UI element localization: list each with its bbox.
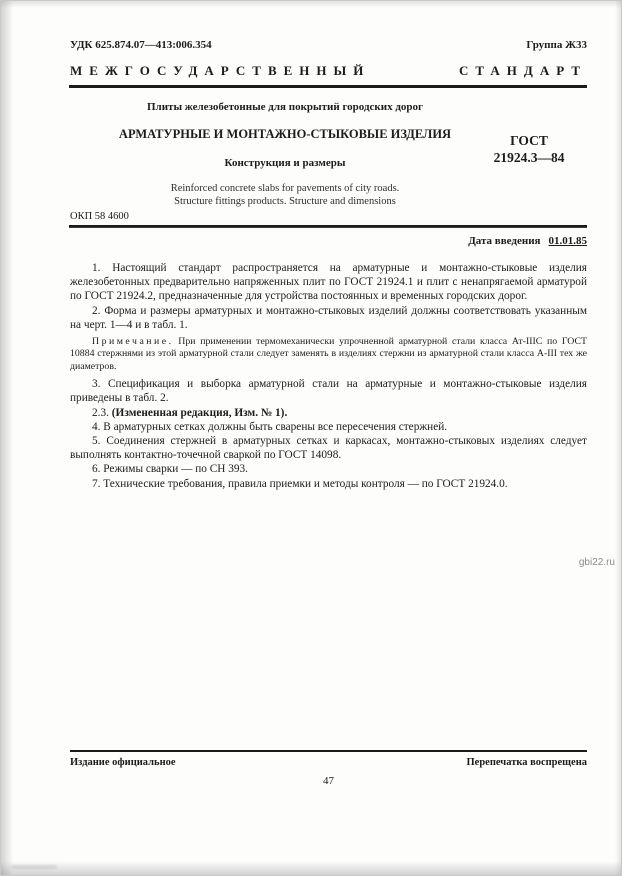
header-rule <box>69 85 587 88</box>
english-title <box>70 182 500 208</box>
group-code: Группа Ж33 <box>526 39 587 51</box>
site-watermark: gbi22.ru <box>578 557 615 568</box>
reprint-prohibited-label: Перепечатка воспрещена <box>466 757 587 768</box>
scan-edge-top <box>1 1 621 8</box>
page-footer <box>70 750 587 787</box>
document-subject: Плиты железобетонные для покрытий городских дорог <box>146 101 424 113</box>
udk-group-row <box>70 39 587 51</box>
gost-designation <box>471 132 587 166</box>
paragraph-3: 3. Спецификация и выборка арматурной стали на арматурные и монтажно-стыковые изделия приведены в табл. 2. <box>70 378 587 405</box>
paragraph-5: 5. Соединения стержней в арматурных сетках и каркасах, монтажно-стыковых изделиях следует выполнять контактно-точечной сваркой по ГОСТ 14098. <box>70 435 587 462</box>
introduction-date <box>70 235 587 247</box>
document-title: АРМАТУРНЫЕ И МОНТАЖНО-СТЫКОВЫЕ ИЗДЕЛИЯ <box>118 127 452 141</box>
paragraph-4: 4. В арматурных сетках должны быть сварены все пересечения стержней. <box>92 420 448 433</box>
okp-rule <box>69 225 587 228</box>
udk-code: УДК 625.874.07—413:006.354 <box>70 39 212 51</box>
scan-edge-right <box>615 1 621 875</box>
scan-edge-bottom <box>1 861 621 875</box>
gost-number: 21924.3—84 <box>493 150 565 165</box>
paragraph-1: 1. Настоящий стандарт распространяется на арматурные и монтажно-стыковые изделия железобетонных предварительно напряженных плит по ГОСТ 21924.1 и плит с ненапрягаемой арматурой по ГОСТ 21924.2, предназначенные для устройства постоянных и временных городских дорог. <box>70 262 587 303</box>
paragraph-2-3-number: 2.3. <box>92 406 112 419</box>
date-label: Дата введения <box>468 235 541 247</box>
standard-word-1: МЕЖГОСУДАРСТВЕННЫЙ <box>70 63 371 78</box>
standard-type-heading <box>70 63 587 79</box>
date-value: 01.01.85 <box>548 235 587 247</box>
standard-word-2: СТАНДАРТ <box>458 63 587 78</box>
page-number: 47 <box>323 775 334 787</box>
body-text <box>70 261 587 491</box>
note-text: При применении термомеханически упрочненной арматурной стали класса Ат-IIIС по ГОСТ 10884 стержнями из этой арматурной стали следует заменять в изделиях стержни из арматурной стали класса А-III тех же диаметров. <box>70 336 587 372</box>
note-paragraph <box>70 336 587 373</box>
english-title-line1: Reinforced concrete slabs for pavements of city roads. <box>170 183 400 194</box>
paragraph-2: 2. Форма и размеры арматурных и монтажно-стыковых изделий должны соответствовать указанным на черт. 1—4 и в табл. 1. <box>70 304 587 331</box>
gost-label: ГОСТ <box>510 133 548 148</box>
paragraph-2-3-amendment: (Измененная редакция, Изм. № 1). <box>111 406 288 419</box>
note-label: Примечание. <box>92 336 174 348</box>
document-subtitle: Конструкция и размеры <box>224 157 346 169</box>
paragraph-6: 6. Режимы сварки — по СН 393. <box>92 463 249 476</box>
okp-code: ОКП 58 4600 <box>70 211 129 222</box>
scan-edge-left <box>1 1 13 875</box>
official-edition-label: Издание официальное <box>70 757 176 768</box>
title-zone <box>70 101 500 208</box>
paragraph-7: 7. Технические требования, правила приемки и методы контроля — по ГОСТ 21924.0. <box>92 477 508 490</box>
english-title-line2: Structure fittings products. Structure and dimensions <box>174 196 396 207</box>
paragraph-2-3 <box>70 406 587 420</box>
scan-artifact <box>11 865 57 869</box>
